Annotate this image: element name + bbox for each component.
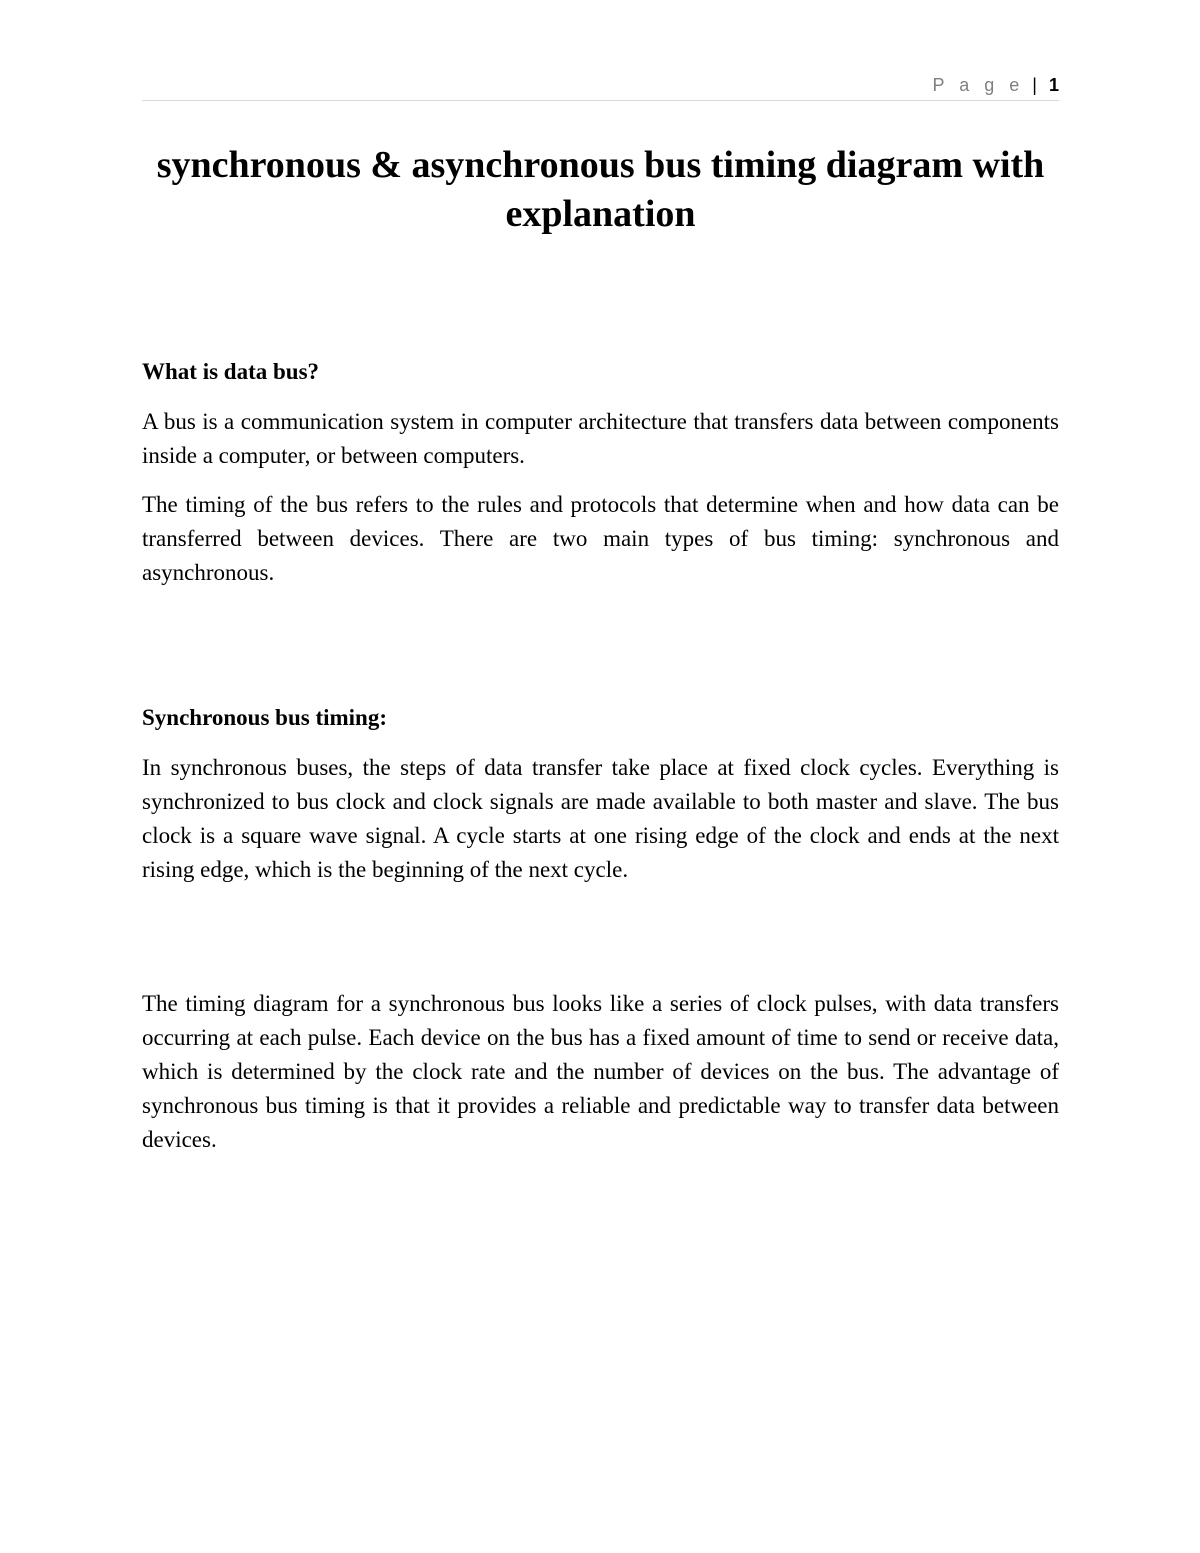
document-title: synchronous & asynchronous bus timing diagram with explanation [156,144,1045,235]
page-separator: | [1032,75,1037,95]
page-number: 1 [1048,75,1059,95]
paragraph-synchronous-buses: In synchronous buses, the steps of data transfer take place at fixed clock cycles. Everything is synchronized to bus clock and clock signals are made available to both master and slave. The bus clock is a square wave signal. A cycle starts at one rising edge of the clock and ends at the next rising edge, which is the beginning of the next cycle. [142,755,1059,882]
paragraph-bus-timing: The timing of the bus refers to the rules and protocols that determine when and how data can be transferred between devices. There are two main types of bus timing: synchronous and asynchronous. [142,492,1059,585]
paragraph-bus-definition: A bus is a communication system in computer architecture that transfers data between components inside a computer, or between computers. [142,409,1059,468]
page-word: P a g e [932,75,1025,95]
paragraph-synchronous-timing-diagram: The timing diagram for a synchronous bus looks like a series of clock pulses, with data transfers occurring at each pulse. Each device on the bus has a fixed amount of time to send or receive data, which is determined by the clock rate and the number of devices on the bus. The advantage of synchronous bus timing is that it provides a reliable and predictable way to transfer data between devices. [142,991,1059,1152]
page-number-label [933,74,1059,96]
heading-synchronous-bus-timing: Synchronous bus timing: [142,705,387,730]
page-header [142,74,1059,101]
heading-what-is-data-bus: What is data bus? [142,359,320,384]
